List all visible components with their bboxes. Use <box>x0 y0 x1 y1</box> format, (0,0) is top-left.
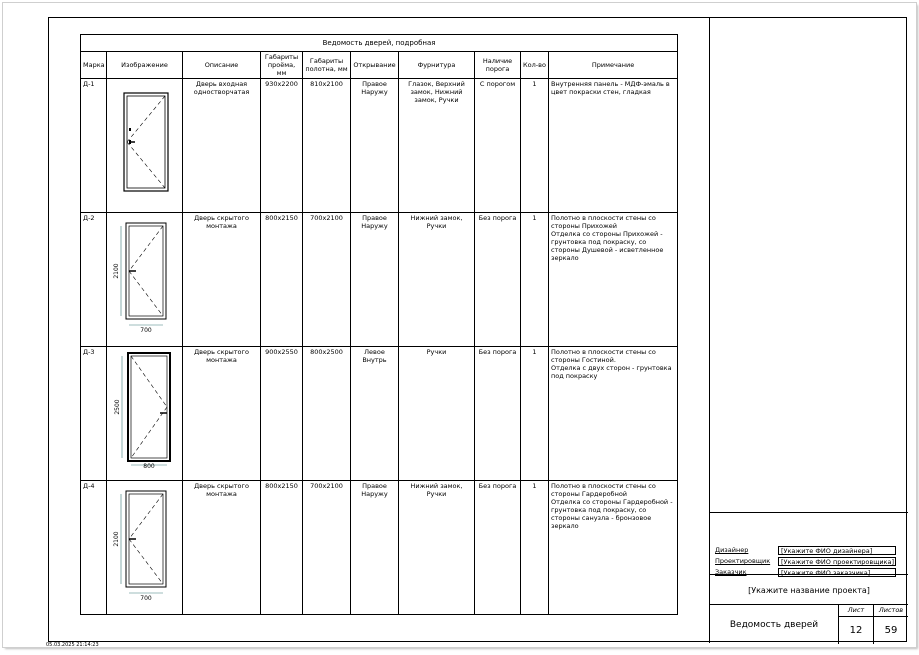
cell-leaf: 800x2500 <box>303 347 351 481</box>
cell-swing: Правое Наружу <box>351 481 399 615</box>
sheet-number-cell <box>839 605 874 644</box>
cell-leaf: 700x2100 <box>303 213 351 347</box>
cell-description: Дверь входная одностворчатая <box>183 79 261 213</box>
header-image: Изображение <box>107 52 183 79</box>
cell-swing: Левое Внутрь <box>351 347 399 481</box>
header-description: Описание <box>183 52 261 79</box>
door-d3-width-label: 800 <box>142 463 155 468</box>
sheets-total: 59 <box>884 625 898 636</box>
cell-qty: 1 <box>521 347 549 481</box>
architect-row <box>710 556 908 567</box>
table-row <box>81 79 678 213</box>
door-d4-drawing <box>110 482 180 602</box>
cell-note: Внутренняя панель - МДФ-эмаль в цвет покраски стен, гладкая <box>549 79 678 213</box>
cell-qty: 1 <box>521 481 549 615</box>
title-block-column <box>709 18 908 643</box>
door-d2-width-label: 700 <box>139 327 152 334</box>
cell-opening: 800x2150 <box>261 481 303 615</box>
designer-row <box>710 545 908 556</box>
sheet-label: Лист <box>839 605 873 617</box>
sheets-label: Листов <box>874 605 908 617</box>
header-note: Примечание <box>549 52 678 79</box>
cell-image <box>107 79 183 213</box>
cell-hardware: Нижний замок, Ручки <box>399 481 475 615</box>
cell-description: Дверь скрытого монтажа <box>183 481 261 615</box>
cell-opening: 800x2150 <box>261 213 303 347</box>
table-row <box>81 481 678 615</box>
cell-opening: 930x2200 <box>261 79 303 213</box>
cell-threshold: Без порога <box>475 347 521 481</box>
cell-qty: 1 <box>521 79 549 213</box>
table-title: Ведомость дверей, подробная <box>81 35 678 52</box>
header-leaf: Габариты полотна, мм <box>303 52 351 79</box>
header-swing: Открывание <box>351 52 399 79</box>
door-d4-width-label: 700 <box>139 595 152 602</box>
cell-mark: Д-1 <box>81 79 107 213</box>
cell-threshold: Без порога <box>475 213 521 347</box>
door-d3-height-label: 2500 <box>113 399 121 415</box>
header-threshold: Наличие порога <box>475 52 521 79</box>
cell-mark: Д-3 <box>81 347 107 481</box>
sheet-info <box>710 604 908 644</box>
header-qty: Кол-во <box>521 52 549 79</box>
title-block <box>710 512 908 643</box>
cell-note: Полотно в плоскости стены со стороны Прихожей Отделка со стороны Прихожей - грунтовка под покраску, со стороны Душевой - исветленное зеркало <box>549 213 678 347</box>
door-schedule-table <box>80 34 678 615</box>
cell-note: Полотно в плоскости стены со стороны Гардеробной Отделка со стороны Гардеробной - грунтовка под покраску, со стороны санузла - бронзовое зеркало <box>549 481 678 615</box>
cell-leaf: 810x2100 <box>303 79 351 213</box>
cell-image <box>107 347 183 481</box>
table-header-row <box>81 52 678 79</box>
architect-label: Проектировщик <box>715 557 771 565</box>
sheet-number: 12 <box>849 625 863 636</box>
door-d4-height-label: 2100 <box>112 531 120 547</box>
cell-mark: Д-2 <box>81 213 107 347</box>
door-d2-height-label: 2100 <box>112 263 120 279</box>
cell-mark: Д-4 <box>81 481 107 615</box>
designer-value: [Укажите ФИО дизайнера] <box>778 546 896 555</box>
cell-opening: 900x2550 <box>261 347 303 481</box>
header-hardware: Фурнитура <box>399 52 475 79</box>
cell-hardware: Нижний замок, Ручки <box>399 213 475 347</box>
cell-qty: 1 <box>521 213 549 347</box>
cell-hardware: Ручки <box>399 347 475 481</box>
cell-description: Дверь скрытого монтажа <box>183 213 261 347</box>
cell-image <box>107 213 183 347</box>
cell-swing: Правое Наружу <box>351 213 399 347</box>
client-value: [Укажите ФИО заказчика] <box>778 568 896 577</box>
table-row <box>81 347 678 481</box>
cell-leaf: 700x2100 <box>303 481 351 615</box>
project-name: [Укажите название проекта] <box>710 574 908 605</box>
door-d3-drawing <box>110 348 180 468</box>
cell-threshold: Без порога <box>475 481 521 615</box>
table-row <box>81 213 678 347</box>
header-opening: Габариты проёма, мм <box>261 52 303 79</box>
door-d1-drawing <box>110 80 180 200</box>
drawing-sheet <box>3 3 916 647</box>
designer-label: Дизайнер <box>715 546 749 554</box>
cell-swing: Правое Наружу <box>351 79 399 213</box>
cell-hardware: Глазок, Верхний замок, Нижний замок, Ручки <box>399 79 475 213</box>
sheets-total-cell <box>874 605 908 644</box>
header-mark: Марка <box>81 52 107 79</box>
cell-threshold: С порогом <box>475 79 521 213</box>
print-date: 05.03.2025 21:14:23 <box>46 642 99 648</box>
cell-note: Полотно в плоскости стены со стороны Гостиной. Отделка с двух сторон - грунтовка под покраску <box>549 347 678 481</box>
cell-image <box>107 481 183 615</box>
client-label: Заказчик <box>715 568 747 576</box>
architect-value: [Укажите ФИО проектировщика] <box>778 557 896 566</box>
door-d2-drawing <box>110 214 180 334</box>
sheet-name: Ведомость дверей <box>710 605 839 644</box>
cell-description: Дверь скрытого монтажа <box>183 347 261 481</box>
